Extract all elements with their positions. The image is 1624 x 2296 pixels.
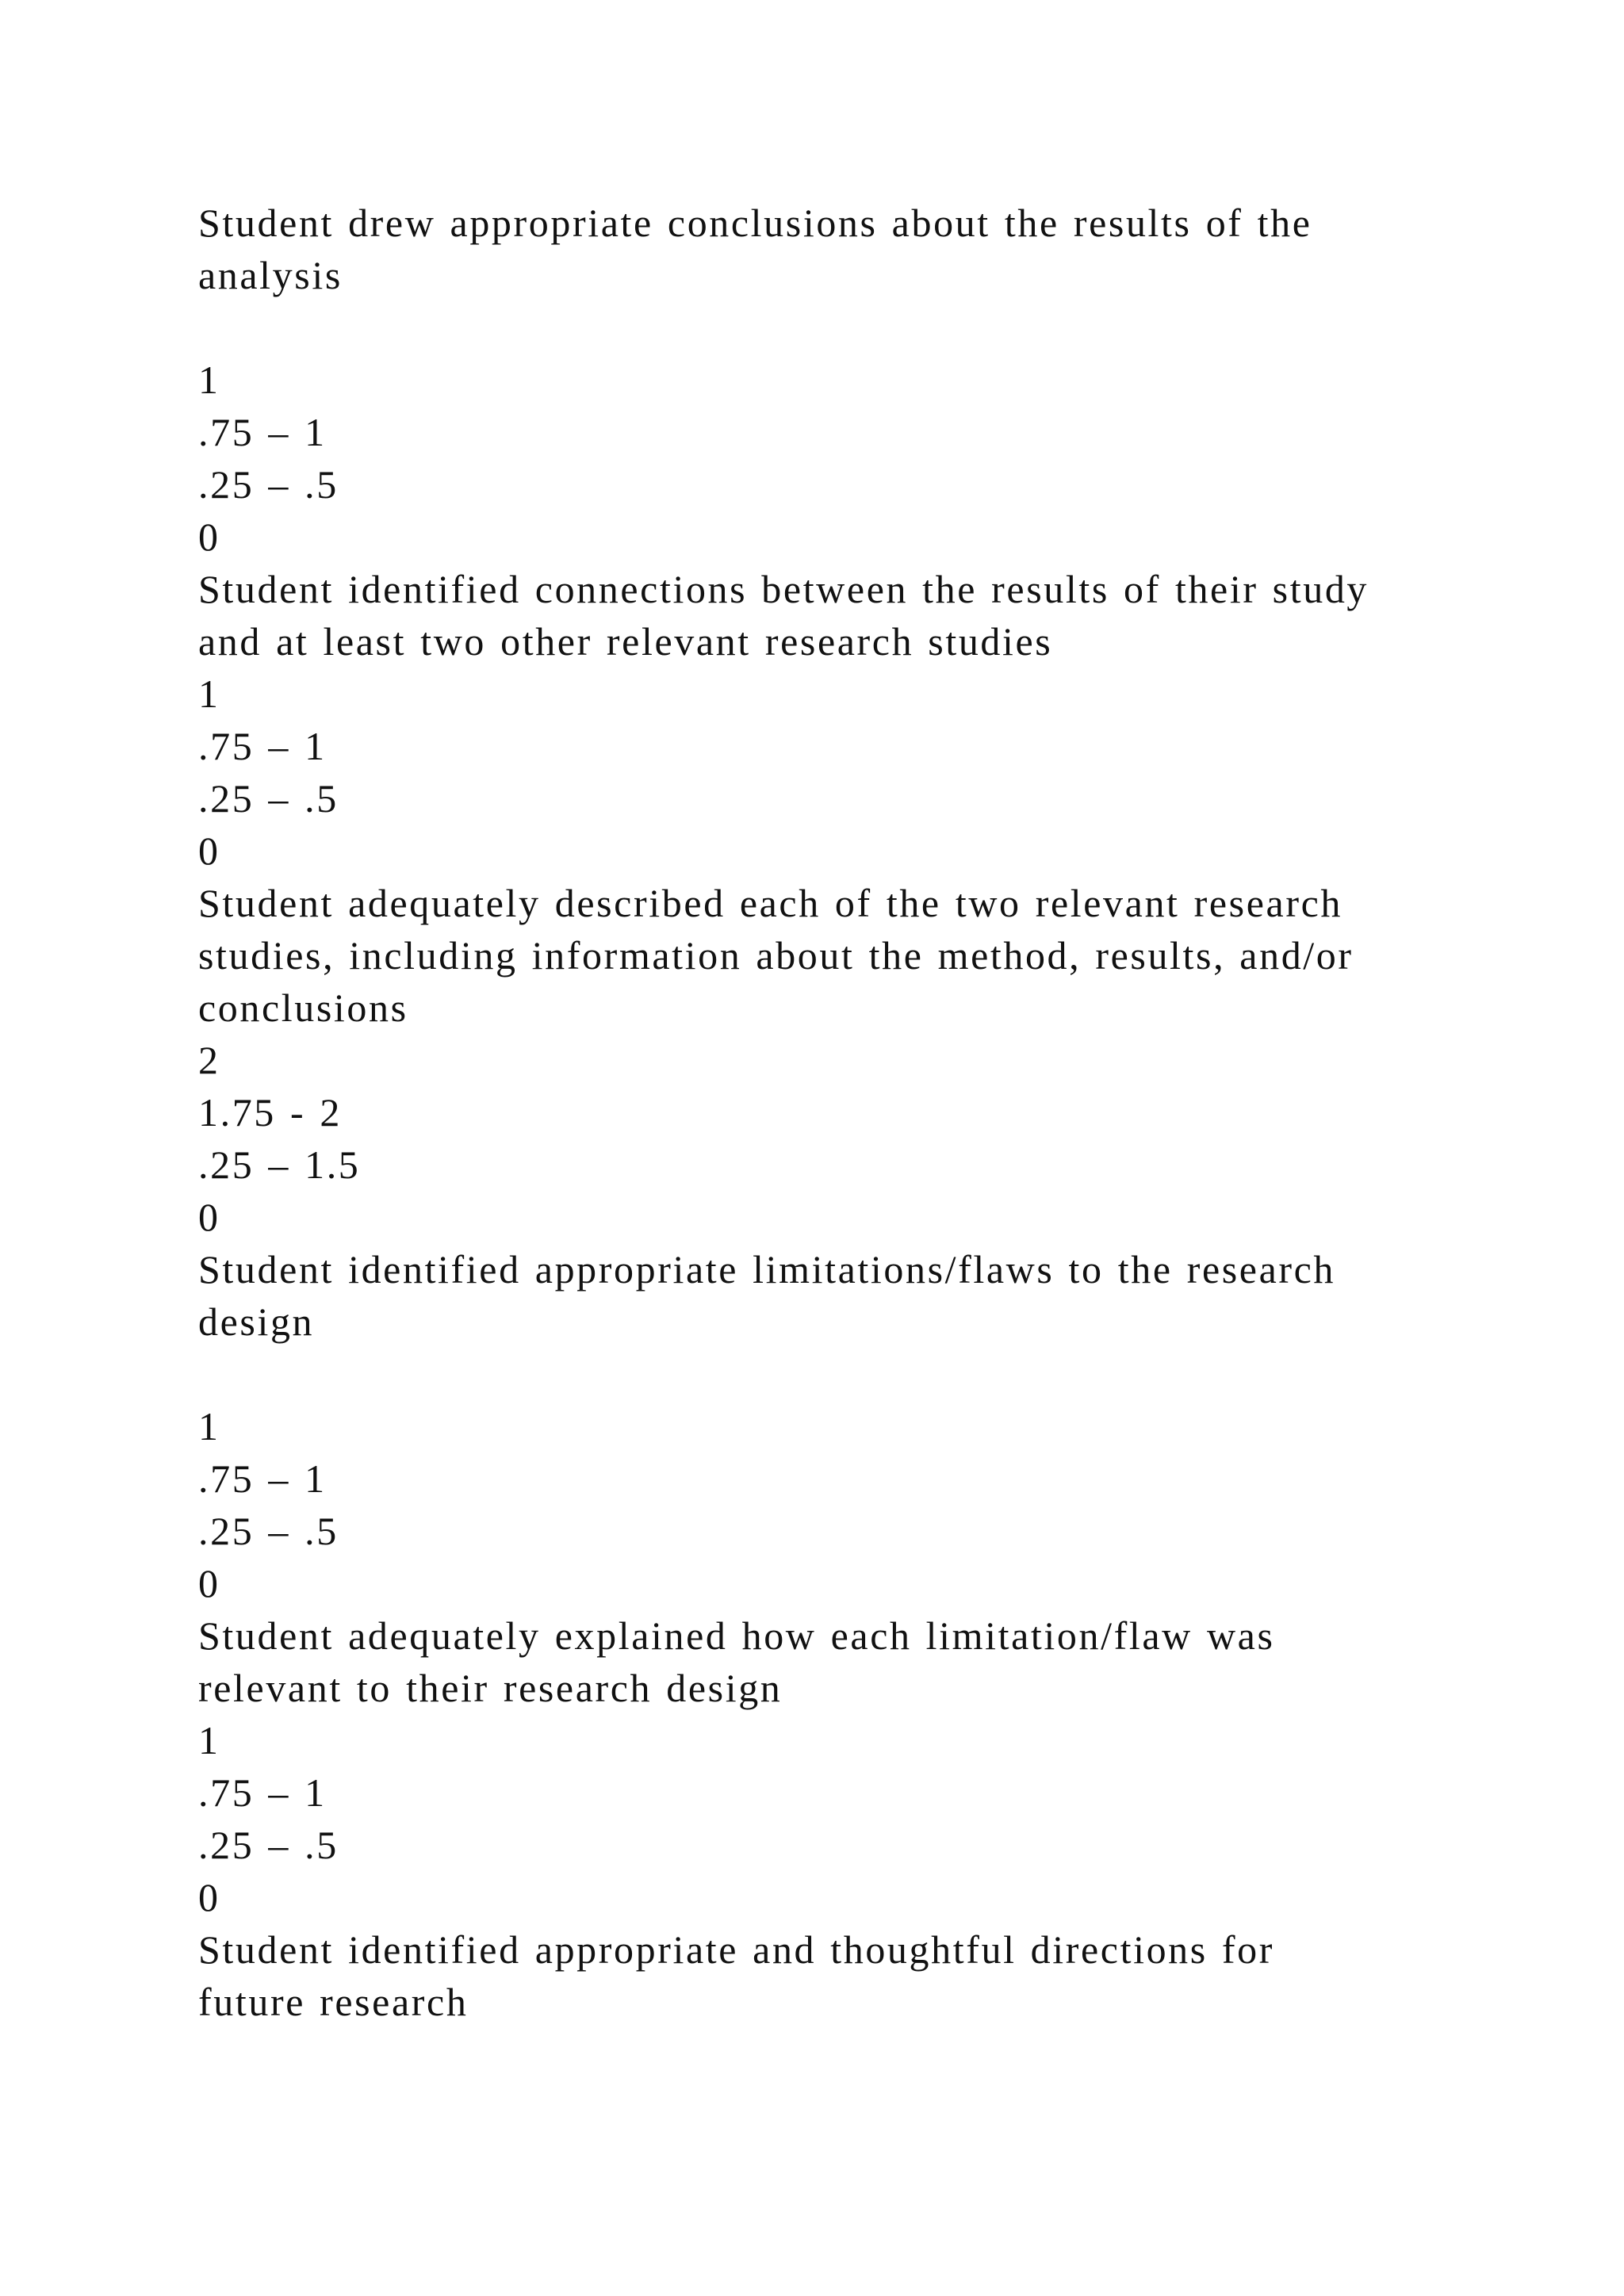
criterion-line: design — [198, 1299, 315, 1344]
score-max: 2 — [198, 1038, 220, 1082]
criterion-line: Student adequately explained how each limitation/flaw was — [198, 1613, 1275, 1658]
rubric-item — [198, 197, 1499, 563]
criterion-line: relevant to their research design — [198, 1666, 783, 1710]
rubric-item — [198, 563, 1499, 877]
criterion-line: and at least two other relevant research studies — [198, 619, 1053, 664]
score-range-low: .25 – 1.5 — [198, 1142, 361, 1187]
score-max: 1 — [198, 1718, 220, 1762]
score-zero: 0 — [198, 1195, 220, 1239]
rubric-item — [198, 1243, 1499, 1609]
score-max: 1 — [198, 672, 220, 716]
score-range-high: .75 – 1 — [198, 1770, 327, 1815]
rubric-item — [198, 877, 1499, 1243]
score-zero: 0 — [198, 515, 220, 559]
criterion-line: Student identified appropriate and thoughtful directions for — [198, 1927, 1275, 1972]
score-zero: 0 — [198, 828, 220, 873]
score-range-low: .25 – .5 — [198, 462, 339, 507]
document-page — [198, 197, 1499, 2028]
criterion-line: studies, including information about the method, results, and/or — [198, 933, 1354, 978]
score-zero: 0 — [198, 1875, 220, 1919]
rubric-item — [198, 1923, 1499, 2028]
criterion-line: conclusions — [198, 985, 408, 1030]
score-range-low: .25 – .5 — [198, 1823, 339, 1867]
blank-line — [198, 301, 1499, 354]
score-range-high: .75 – 1 — [198, 1456, 327, 1501]
score-max: 1 — [198, 1404, 220, 1448]
rubric-item — [198, 1609, 1499, 1923]
criterion-line: future research — [198, 1980, 469, 2024]
score-zero: 0 — [198, 1561, 220, 1605]
criterion-line: analysis — [198, 253, 343, 297]
score-range-high: .75 – 1 — [198, 410, 327, 454]
criterion-line: Student drew appropriate conclusions about the results of the — [198, 201, 1312, 245]
criterion-line: Student adequately described each of the two relevant research — [198, 881, 1342, 925]
criterion-line: Student identified connections between the results of their study — [198, 567, 1369, 611]
score-max: 1 — [198, 358, 220, 402]
score-range-low: .25 – .5 — [198, 776, 339, 821]
score-range-low: .25 – .5 — [198, 1509, 339, 1553]
criterion-line: Student identified appropriate limitations/flaws to the research — [198, 1247, 1336, 1292]
score-range-high: 1.75 - 2 — [198, 1090, 342, 1135]
blank-line — [198, 1348, 1499, 1400]
score-range-high: .75 – 1 — [198, 724, 327, 768]
